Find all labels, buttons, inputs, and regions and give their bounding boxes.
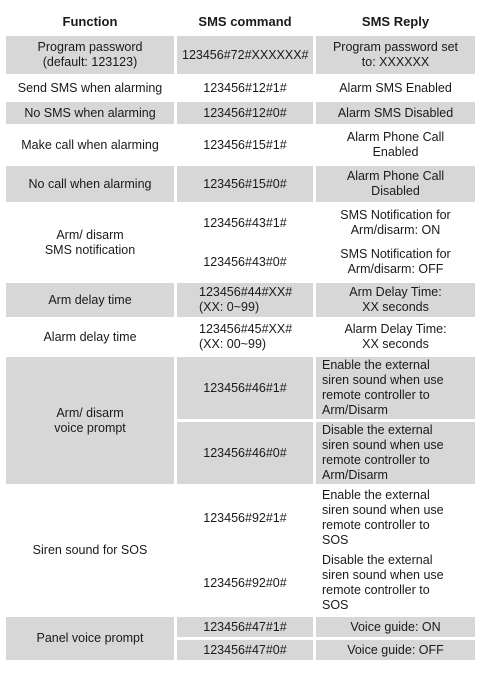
reply-cell: SMS Notification for Arm/disarm: ON xyxy=(316,205,475,241)
command-cell: 123456#12#0# xyxy=(177,102,313,124)
reply-cell: Alarm SMS Disabled xyxy=(316,102,475,124)
command-cell: 123456#45#XX# (XX: 00~99) xyxy=(177,320,313,354)
reply-cell: Voice guide: ON xyxy=(316,617,475,637)
reply-cell: Alarm Delay Time: XX seconds xyxy=(316,320,475,354)
function-cell: Program password (default: 123123) xyxy=(6,36,174,74)
function-cell: Panel voice prompt xyxy=(6,617,174,660)
header-row xyxy=(6,10,475,33)
command-cell: 123456#43#1# xyxy=(177,205,313,241)
command-cell: 123456#92#0# xyxy=(177,552,313,614)
command-cell: 123456#15#1# xyxy=(177,127,313,163)
function-cell: Make call when alarming xyxy=(6,127,174,163)
table-row xyxy=(6,127,475,163)
reply-cell: Program password set to: XXXXXX xyxy=(316,36,475,74)
table-row xyxy=(6,283,475,317)
reply-cell: Alarm Phone Call Enabled xyxy=(316,127,475,163)
table-row xyxy=(6,205,475,241)
function-cell: Siren sound for SOS xyxy=(6,487,174,614)
command-cell: 123456#46#0# xyxy=(177,422,313,484)
table-row xyxy=(6,617,475,637)
function-cell: Send SMS when alarming xyxy=(6,77,174,99)
table-row xyxy=(6,102,475,124)
sms-command-table xyxy=(3,7,478,663)
function-cell: Alarm delay time xyxy=(6,320,174,354)
table-row xyxy=(6,77,475,99)
command-cell: 123456#47#1# xyxy=(177,617,313,637)
command-cell: 123456#15#0# xyxy=(177,166,313,202)
reply-cell: Arm Delay Time: XX seconds xyxy=(316,283,475,317)
reply-cell: Alarm Phone Call Disabled xyxy=(316,166,475,202)
reply-cell: Disable the external siren sound when use remote controller to Arm/Disarm xyxy=(316,422,475,484)
command-cell: 123456#12#1# xyxy=(177,77,313,99)
command-cell: 123456#46#1# xyxy=(177,357,313,419)
reply-cell: SMS Notification for Arm/disarm: OFF xyxy=(316,244,475,280)
reply-cell: Enable the external siren sound when use remote controller to SOS xyxy=(316,487,475,549)
command-cell: 123456#92#1# xyxy=(177,487,313,549)
command-cell: 123456#72#XXXXXX# xyxy=(177,36,313,74)
function-cell: No SMS when alarming xyxy=(6,102,174,124)
table-row xyxy=(6,320,475,354)
function-cell: No call when alarming xyxy=(6,166,174,202)
reply-cell: Alarm SMS Enabled xyxy=(316,77,475,99)
header-function: Function xyxy=(6,10,174,33)
function-cell: Arm/ disarm SMS notification xyxy=(6,205,174,280)
header-sms-reply: SMS Reply xyxy=(316,10,475,33)
table-row xyxy=(6,487,475,549)
table-row xyxy=(6,357,475,419)
command-cell: 123456#47#0# xyxy=(177,640,313,660)
command-cell: 123456#44#XX# (XX: 0~99) xyxy=(177,283,313,317)
table-row xyxy=(6,166,475,202)
reply-cell: Voice guide: OFF xyxy=(316,640,475,660)
reply-cell: Disable the external siren sound when use remote controller to SOS xyxy=(316,552,475,614)
reply-cell: Enable the external siren sound when use remote controller to Arm/Disarm xyxy=(316,357,475,419)
function-cell: Arm/ disarm voice prompt xyxy=(6,357,174,484)
command-cell: 123456#43#0# xyxy=(177,244,313,280)
function-cell: Arm delay time xyxy=(6,283,174,317)
header-sms-command: SMS command xyxy=(177,10,313,33)
table-row xyxy=(6,36,475,74)
